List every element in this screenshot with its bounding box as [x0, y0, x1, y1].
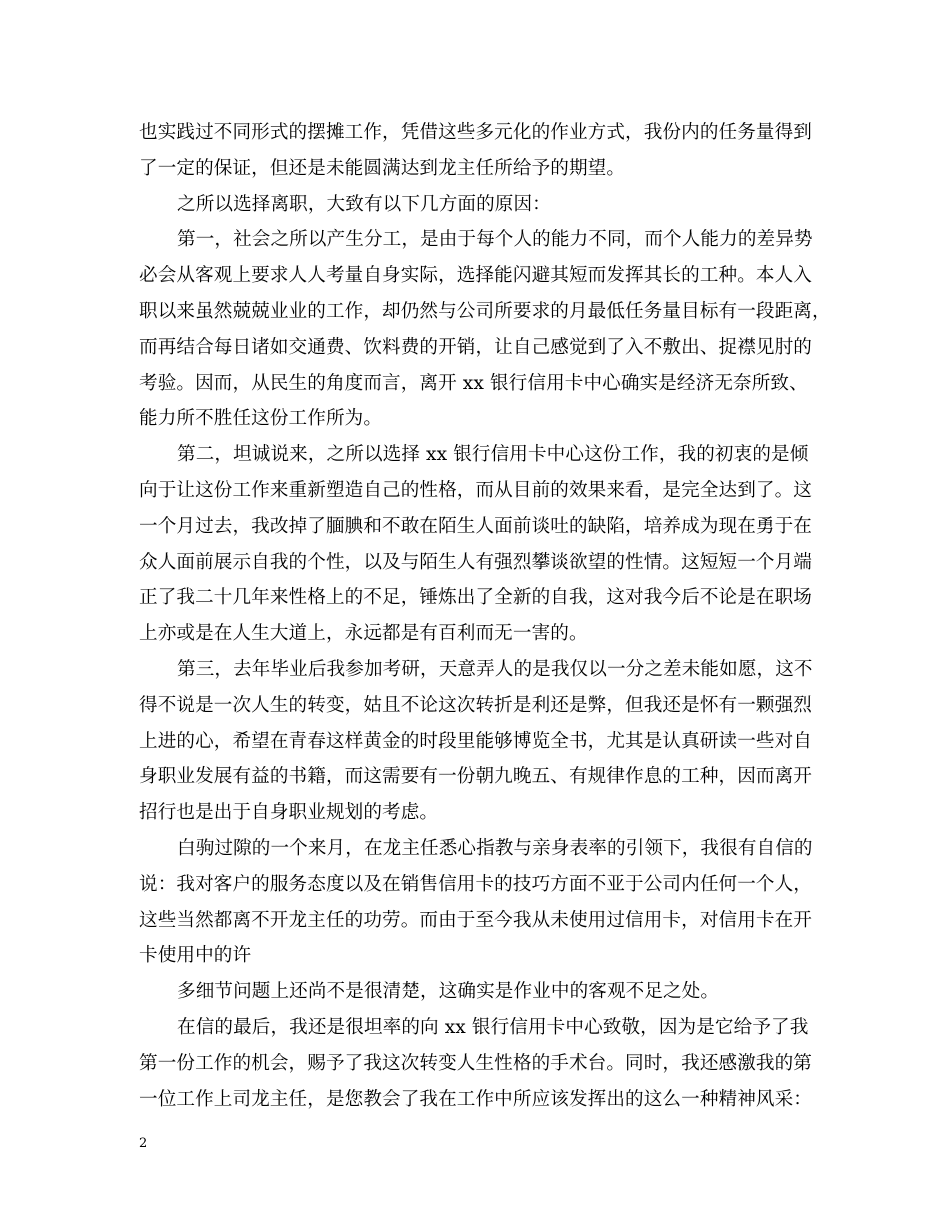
text-line: 而再结合每日诸如交通费、饮料费的开销，让自己感觉到了入不敷出、捉襟见肘的 [139, 336, 812, 358]
text-line: 招行也是出于自身职业规划的考虑。 [139, 802, 439, 824]
text-line: 众人面前展示自我的个性，以及与陌生人有强烈攀谈欲望的性情。这短短一个月端 [139, 551, 812, 573]
text-line: 一位工作上司龙主任，是您教会了我在工作中所应该发挥出的这么一种精神风采： [139, 1088, 812, 1110]
text-line: 上亦或是在人生大道上，永远都是有百利而无一害的。 [139, 623, 588, 645]
text-line: 职以来虽然兢兢业业的工作，却仍然与公司所要求的月最低任务量目标有一段距离， [139, 300, 831, 322]
body-text [139, 115, 831, 1117]
text-line: 必会从客观上要求人人考量自身实际，选择能闪避其短而发挥其长的工种。本人入 [139, 265, 812, 287]
text-line: 在信的最后，我还是很坦率的向 xx 银行信用卡中心致敬，因为是它给予了我 [177, 1016, 809, 1038]
text-line: 正了我二十几年来性格上的不足，锤炼出了全新的自我，这对我今后不论是在职场 [139, 587, 812, 609]
text-line: 第二，坦诚说来，之所以选择 xx 银行信用卡中心这份工作，我的初衷的是倾 [177, 444, 809, 466]
text-line: 这些当然都离不开龙主任的功劳。而由于至今我从未使用过信用卡，对信用卡在开 [139, 909, 812, 931]
page-number: 2 [139, 1136, 148, 1151]
text-line: 多细节问题上还尚不是很清楚，这确实是作业中的客观不足之处。 [177, 981, 720, 1003]
text-line: 考验。因而，从民生的角度而言，离开 xx 银行信用卡中心确实是经济无奈所致、 [139, 372, 808, 394]
text-line: 上进的心，希望在青春这样黄金的时段里能够博览全书，尤其是认真研读一些对自 [139, 730, 812, 752]
text-line: 向于让这份工作来重新塑造自己的性格，而从目前的效果来看，是完全达到了。这 [139, 479, 812, 501]
text-line: 得不说是一次人生的转变，姑且不论这次转折是利还是弊，但我还是怀有一颗强烈 [139, 694, 812, 716]
text-line: 一个月过去，我改掉了腼腆和不敢在陌生人面前谈吐的缺陷，培养成为现在勇于在 [139, 515, 812, 537]
text-line: 了一定的保证，但还是未能圆满达到龙主任所给予的期望。 [139, 157, 626, 179]
text-line: 卡使用中的许 [139, 945, 252, 967]
text-line: 说：我对客户的服务态度以及在销售信用卡的技巧方面不亚于公司内任何一个人， [139, 873, 812, 895]
text-line: 第一份工作的机会，赐予了我这次转变人生性格的手术台。同时，我还感激我的第 [139, 1052, 812, 1074]
text-line: 第一，社会之所以产生分工，是由于每个人的能力不同，而个人能力的差异势 [177, 229, 813, 251]
text-line: 也实践过不同形式的摆摊工作，凭借这些多元化的作业方式，我份内的任务量得到 [139, 122, 812, 143]
text-line: 白驹过隙的一个来月，在龙主任悉心指教与亲身表率的引领下，我很有自信的 [177, 837, 813, 859]
text-line: 能力所不胜任这份工作所为。 [139, 408, 383, 430]
text-line: 身职业发展有益的书籍，而这需要有一份朝九晚五、有规律作息的工种，因而离开 [139, 766, 812, 788]
text-line: 第三，去年毕业后我参加考研，天意弄人的是我仅以一分之差未能如愿，这不 [177, 658, 813, 680]
text-line: 之所以选择离职，大致有以下几方面的原因： [177, 193, 551, 215]
